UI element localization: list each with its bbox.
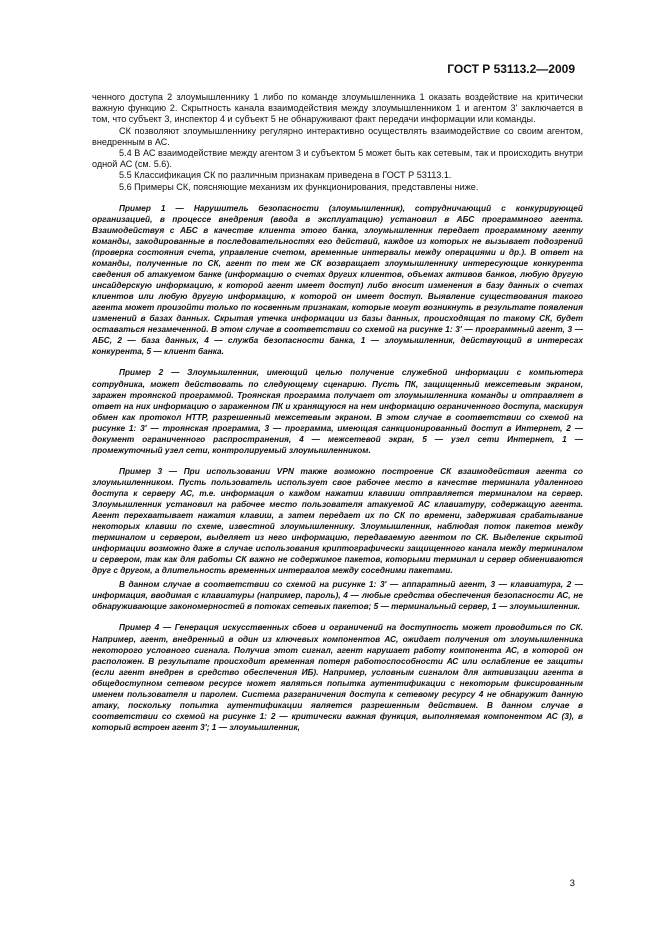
- example-2: Пример 2 — Злоумышленник, имеющий целью получение служебной информации с компьютера сотрудника, может действовать по следующему сценарию. Пусть ПК, защищенный межсетевым экраном, заражен троянской программой. Троянская программа получает от злоумышленника команды и отправляет в ответ на них информацию о зараженном ПК и хранящуюся на нем информацию ограниченного доступа, маскируя обмен как протокол HTTP, разрешенный межсетевым экраном. В этом случае в соответствии со схемой на рисунке 1: 3' — троянская программа, 3 — программа, имеющая санкционированный доступ в Интернет, 2 — документ ограниченного распространения, 4 — межсетевой экран, 5 — узел сети Интернет, 1 — промежуточный узел сети, контролируемый злоумышленником.: [92, 367, 583, 455]
- example-3-scheme: В данном случае в соответствии со схемой на рисунке 1: 3' — аппаратный агент, 3 — клавиатура, 2 — информация, вводимая с клавиатуры (например, пароль), 4 — любые средства обеспечения безопасности АС, не обнаруживающие закономерностей в потоках сетевых пакетов; 5 — терминальный сервер, 1 — злоумышленник.: [92, 579, 583, 612]
- paragraph-5-6: 5.6 Примеры СК, поясняющие механизм их функционирования, представлены ниже.: [119, 181, 479, 192]
- page-number: 3: [569, 878, 575, 889]
- example-3: Пример 3 — При использовании VPN также возможно построение СК взаимодействия агента со злоумышленником. Пусть пользователь использует свое рабочее место в качестве терминала удаленного доступа к серверу АС, т.е. информация о каждом нажатии клавиши отправляется терминалом на сервер. Злоумышленник установил на рабочее место пользователя атакуемой АС клавиатуру, содержащую агента. Агент перехватывает нажатия клавиш, а затем передает их по СК по времени, задерживая срабатывание некоторых клавиш по схеме, известной злоумышленнику. Злоумышленник, наблюдая поток пакетов между терминалом и сервером, выделяет из него информацию, передаваемую агентом по СК. Выделение скрытой информации возможно даже в случае использования криптографически защищенного канала между терминалом и сервером, так как для работы СК важно не содержимое пакетов, которыми терминал и сервер обмениваются друг с другом, а длительность временных интервалов между соседними пакетами.: [92, 465, 583, 576]
- document-id: ГОСТ Р 53113.2—2009: [447, 62, 575, 76]
- paragraph-5-5: 5.5 Классификация СК по различным признакам приведена в ГОСТ Р 53113.1.: [119, 170, 452, 181]
- paragraph-continuation: ченного доступа 2 злоумышленнику 1 либо по команде злоумышленника 1 оказать воздействие на критически важную функцию 2. Скрытность канала взаимодействия между злоумышленником 1 и агентом 3' заключается в том, что субъект 3, инспектор 4 и субъект 5 не обнаруживают факт передачи информации или команды.: [92, 92, 583, 125]
- page-body: [92, 92, 583, 733]
- example-4: Пример 4 — Генерация искусственных сбоев и ограничений на доступность может проводиться по СК. Например, агент, внедренный в один из ключевых компонентов АС, ожидает получения от злоумышленника некоторого условного сигнала. Получив этот сигнал, агент нарушает работу компонента АС, в которой он расположен. В результате происходит временная потеря работоспособности АС или ослабление ее защиты (если агент внедрен в средство обеспечения ИБ). Например, условным сигналом для активизации агента в общедоступном сетевом ресурсе может являться попытка аутентификации с некоторым фиксированным именем пользователя и паролем. Система разграничения доступа к сетевому ресурсу 4 не обнаружит данную атаку, поскольку попытка аутентификации является разрешенным действием. В данном случае в соответствии со схемой на рисунке 1: 2 — критически важная функция, выполняемая компонентом АС (3), в который встроен агент 3'; 1 — злоумышленник,: [92, 622, 583, 732]
- paragraph-sk-note: СК позволяют злоумышленнику регулярно интерактивно осуществлять взаимодействие со своим агентом, внедренным в АС.: [92, 125, 583, 147]
- paragraph-5-4: 5.4 В АС взаимодействие между агентом 3 и субъектом 5 может быть как сетевым, так и происходить внутри одной АС (см. 5.6).: [92, 148, 583, 170]
- example-1: Пример 1 — Нарушитель безопасности (злоумышленник), сотрудничающий с конкурирующей организацией, в процессе внедрения (ввода в эксплуатацию) установил в АБС программного агента. Взаимодействуя с АБС в качестве клиента этого банка, злоумышленник передает программному агенту команды, закодированные в последовательностях его действий, каждое из которых не вызывает подозрений (проверка состояния счета, управление счетом, временные интервалы между операциями и др.). В ответ на команды, полученные по СК, агент по тем же СК возвращает злоумышленнику интересующие конкурента сведения об атакуемом банке (информацию о счетах других клиентов, объемах активов банков, любую другую инсайдерскую информацию, к которой агент имеет доступ) либо вносит изменения в базу данных о счетах клиентов или любую другую информацию, к которой он имеет доступ. Выявление существования такого агента может произойти только по косвенным признакам, которые могут возникнуть в результате появления изменений в базах данных. Скрытая утечка информации из базы данных, происходящая по такому СК, будет оставаться незамеченной. В этом случае в соответствии со схемой на рисунке 1: 3' — программный агент, 3 — АБС, 2 — база данных, 4 — служба безопасности банка, 1 — злоумышленник, действующий в интересах конкурента, 5 — клиент банка.: [92, 202, 583, 357]
